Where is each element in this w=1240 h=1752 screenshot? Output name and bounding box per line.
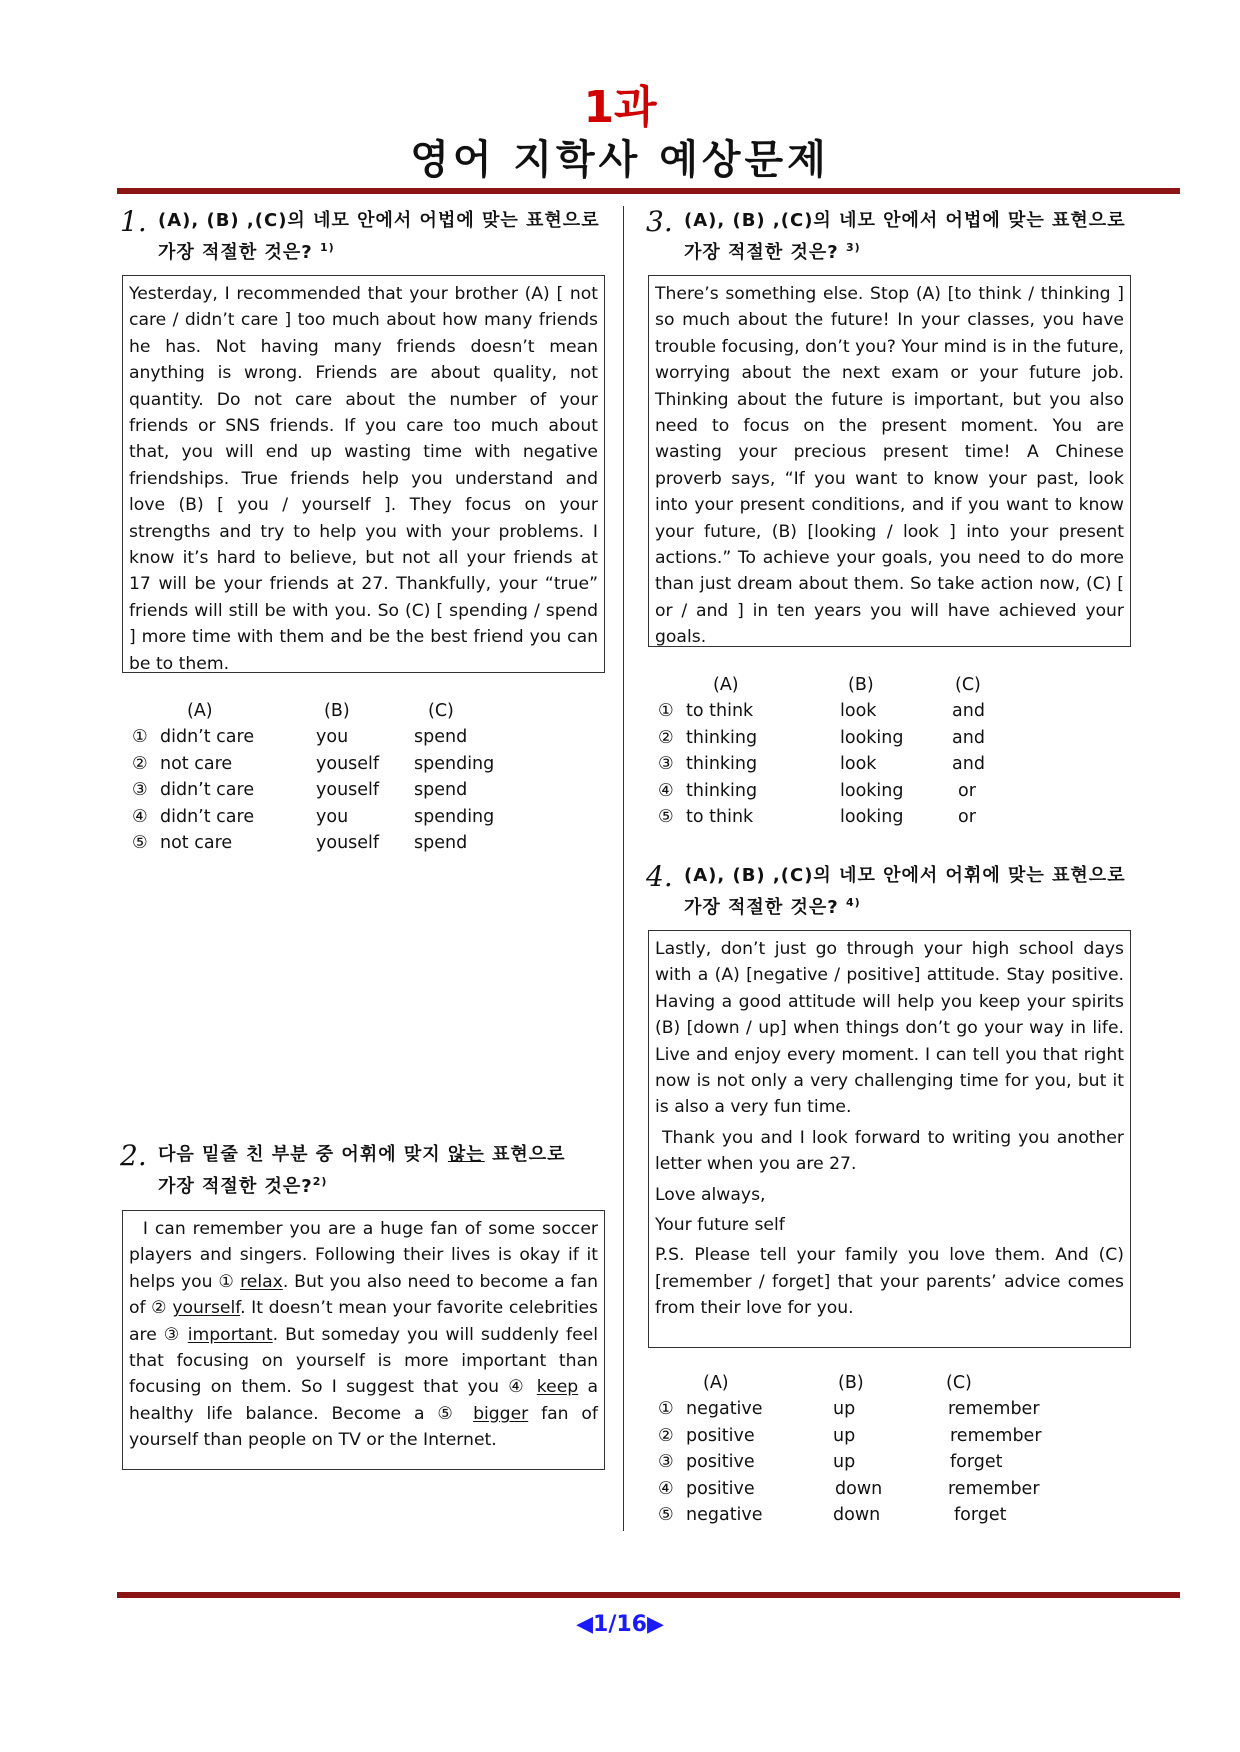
answer-option-1[interactable] (658, 698, 1128, 724)
passage-text: There’s something else. Stop (A) [to think / thinking ] so much about the future! In your classes, you have trouble focusing, don’t you? Your mind is in the future, worrying about the next exam or your future job. Thinking about the future is important, but you also need to focus on the present moment. You are wasting your precious present time! A Chinese proverb says, “If you want to know your past, look into your present conditions, and if you want to know your future, (B) [looking / look ] into your present actions.” To achieve your goals, you need to do more than just dream about them. So take action now, (C) [ or / and ] in ten years you will have achieved your goals. (655, 284, 1124, 648)
option-c: spending (414, 753, 495, 774)
option-a: to think (686, 806, 754, 827)
passage-paragraph-2: Thank you and I look forward to writing you another letter when you are 27. (655, 1127, 1130, 1175)
option-b: looking (840, 727, 904, 748)
option-c: spend (414, 727, 468, 748)
answer-header-row (658, 672, 1128, 698)
question-3-answer-table (658, 672, 1128, 830)
column-divider (623, 206, 624, 1531)
underlined-word-5: bigger (473, 1403, 529, 1424)
question-2-number: 2. (120, 1139, 147, 1172)
header-rule (117, 188, 1180, 194)
prompt-text: 가장 적절한 것은? (158, 242, 313, 263)
option-a: not care (160, 753, 233, 774)
passage-paragraph-1: Lastly, don’t just go through your high school days with a (A) [negative / positive] attitude. Stay positive. Having a good attitude will help you keep your spirits (B) [down / up] when things don’t go your way in life. Live and enjoy every moment. I can tell you that right now is not only a very challenging time for you, but it is also a very fun time. (655, 939, 1124, 1118)
option-a: thinking (686, 727, 758, 748)
question-1-number: 1. (120, 205, 147, 238)
answer-option-4[interactable] (132, 804, 602, 830)
option-a: not care (160, 832, 233, 853)
question-3-prompt-line1: (A), (B) ,(C)의 네모 안에서 어법에 맞는 표현으로 (684, 210, 1126, 231)
passage-postscript: P.S. Please tell your family you love them. And (C) [remember / forget] that your parents’ advice comes from their love for you. (655, 1245, 1124, 1319)
page-title: 영어 지학사 예상문제 (410, 137, 830, 183)
col-b-header: (B) (838, 1373, 864, 1393)
option-b: look (840, 754, 877, 775)
passage-signature: Your future self (655, 1215, 785, 1236)
page-number: ◀1/16▶ (576, 1612, 664, 1637)
text-run: . It doesn’t mean your favorite celebrities are ③ (129, 1298, 604, 1345)
question-2-prompt-line2 (158, 1168, 608, 1200)
option-c: and (952, 701, 985, 722)
option-c: forget (950, 1452, 1003, 1473)
answer-header-row (132, 698, 602, 724)
text-run: I can remember you are a huge fan of some soccer players and singers. Following their lives is okay if it helps you ① (129, 1219, 604, 1292)
footer-rule (117, 1592, 1180, 1598)
prompt-underlined: 않는 (447, 1144, 485, 1165)
option-marker: ① (658, 701, 674, 722)
option-b: youself (316, 832, 380, 853)
text-run: . But you also need to become a fan of ② (129, 1271, 604, 1319)
col-c-header: (C) (428, 701, 454, 721)
answer-option-2[interactable] (658, 725, 1128, 751)
option-b: youself (316, 753, 380, 774)
option-a: positive (686, 1478, 755, 1499)
passage-closing: Love always, (655, 1184, 766, 1205)
option-marker: ② (658, 1425, 674, 1446)
answer-option-5[interactable] (658, 804, 1128, 830)
option-a: didn’t care (160, 806, 255, 827)
option-b: you (316, 806, 349, 827)
option-a: thinking (686, 780, 758, 801)
option-b: up (833, 1425, 856, 1446)
footnote-ref: 4) (845, 896, 861, 909)
option-b: down (835, 1478, 883, 1499)
underlined-word-4: keep (536, 1377, 579, 1398)
option-marker: ⑤ (658, 1504, 674, 1525)
prompt-text: 표현으로 (484, 1144, 566, 1165)
answer-option-3[interactable] (658, 751, 1128, 777)
option-a: negative (686, 1504, 763, 1525)
passage-text (129, 1216, 604, 1454)
option-marker: ② (658, 727, 674, 748)
prompt-text: 가장 적절한 것은? (684, 242, 839, 263)
prompt-text: 다음 밑줄 친 부분 중 어휘에 맞지 (158, 1144, 448, 1165)
option-b: looking (840, 780, 904, 801)
text-run: fan of yourself than people on TV or the Internet. (129, 1403, 604, 1451)
answer-option-3[interactable] (658, 1449, 1128, 1475)
text-run: a healthy life balance. Become a ⑤ (129, 1377, 604, 1424)
answer-option-5[interactable] (658, 1502, 1128, 1528)
option-b: youself (316, 780, 380, 801)
question-4-passage (648, 930, 1131, 1348)
col-a-header: (A) (187, 701, 213, 721)
col-c-header: (C) (955, 675, 981, 695)
option-marker: ③ (658, 754, 674, 775)
question-4-prompt-line2 (684, 889, 1134, 921)
answer-option-4[interactable] (658, 1476, 1128, 1502)
col-b-header: (B) (848, 675, 874, 695)
option-marker: ① (658, 1399, 674, 1420)
prompt-text: 가장 적절한 것은? (684, 897, 839, 918)
option-c: and (952, 754, 985, 775)
option-a: thinking (686, 754, 758, 775)
underlined-word-1: relax (240, 1271, 283, 1292)
question-1-prompt-line2 (158, 234, 608, 266)
option-c: spend (414, 832, 468, 853)
prompt-text: 가장 적절한 것은? (158, 1176, 313, 1197)
question-2-passage (122, 1210, 605, 1470)
question-1-answer-table (132, 698, 602, 856)
option-c: remember (948, 1399, 1040, 1420)
col-a-header: (A) (703, 1373, 729, 1393)
option-c: remember (948, 1478, 1040, 1499)
answer-option-1[interactable] (658, 1396, 1128, 1422)
question-4-number: 4. (646, 860, 673, 893)
question-4-prompt (684, 862, 1134, 921)
question-4-answer-table (658, 1370, 1128, 1528)
footnote-ref: 3) (845, 241, 861, 254)
answer-option-2[interactable] (132, 751, 602, 777)
option-marker: ⑤ (658, 806, 674, 827)
option-c: remember (950, 1425, 1042, 1446)
option-a: didn’t care (160, 727, 255, 748)
question-3-number: 3. (646, 205, 673, 238)
underlined-word-3: important (187, 1324, 273, 1345)
question-2-prompt-line1 (158, 1141, 608, 1168)
question-1-prompt (158, 207, 608, 266)
option-a: positive (686, 1452, 755, 1473)
question-3-passage (648, 275, 1131, 647)
answer-option-4[interactable] (658, 778, 1128, 804)
option-b: you (316, 727, 349, 748)
option-marker: ① (132, 727, 148, 748)
option-c: or (958, 780, 976, 801)
question-3-prompt-line2 (684, 234, 1134, 266)
answer-option-3[interactable] (132, 777, 602, 803)
option-b: down (833, 1504, 881, 1525)
option-a: to think (686, 701, 754, 722)
option-c: spending (414, 806, 495, 827)
option-marker: ③ (658, 1452, 674, 1473)
option-marker: ⑤ (132, 832, 148, 853)
option-b: look (840, 701, 877, 722)
option-c: spend (414, 780, 468, 801)
option-marker: ② (132, 753, 148, 774)
col-b-header: (B) (324, 701, 350, 721)
text-run: . But someday you will suddenly feel that focusing on yourself is more important than focusing on them. So I suggest that you ④ (129, 1324, 604, 1398)
col-a-header: (A) (713, 675, 739, 695)
footnote-ref: 2) (312, 1175, 328, 1188)
option-a: positive (686, 1425, 755, 1446)
option-a: didn’t care (160, 780, 255, 801)
answer-option-2[interactable] (658, 1423, 1128, 1449)
option-b: looking (840, 806, 904, 827)
lesson-title: 1과 (583, 82, 657, 133)
question-4-prompt-line1: (A), (B) ,(C)의 네모 안에서 어휘에 맞는 표현으로 (684, 865, 1126, 886)
question-2-prompt (158, 1141, 608, 1200)
col-c-header: (C) (946, 1373, 972, 1393)
option-c: forget (954, 1504, 1007, 1525)
option-c: or (958, 806, 976, 827)
option-b: up (833, 1399, 856, 1420)
option-marker: ④ (658, 780, 674, 801)
question-1-prompt-line1: (A), (B) ,(C)의 네모 안에서 어법에 맞는 표현으로 (158, 210, 600, 231)
question-1-passage (122, 275, 605, 673)
question-3-prompt (684, 207, 1134, 266)
option-c: and (952, 727, 985, 748)
passage-text: Yesterday, I recommended that your brother (A) [ not care / didn’t care ] too much about how many friends he has. Not having many friends doesn’t mean anything is wrong. Friends are about quality, not quantity. Do not care about the number of your friends or SNS friends. If you care too much about that, you will end up wasting time with negative friendships. True friends help you understand and love (B) [ you / yourself ]. They focus on your strengths and try to help you with your problems. I know it’s hard to believe, but not all your friends at 17 will be your friends at 27. Thankfully, your “true” friends will still be with you. So (C) [ spending / spend ] more time with them and be the best friend you can be to them. (129, 284, 598, 674)
answer-option-5[interactable] (132, 830, 602, 856)
footnote-ref: 1) (319, 241, 335, 254)
option-marker: ③ (132, 780, 148, 801)
answer-option-1[interactable] (132, 724, 602, 750)
underlined-word-2: yourself (172, 1298, 241, 1319)
option-b: up (833, 1452, 856, 1473)
option-a: negative (686, 1399, 763, 1420)
option-marker: ④ (658, 1478, 674, 1499)
answer-header-row (658, 1370, 1128, 1396)
option-marker: ④ (132, 806, 148, 827)
